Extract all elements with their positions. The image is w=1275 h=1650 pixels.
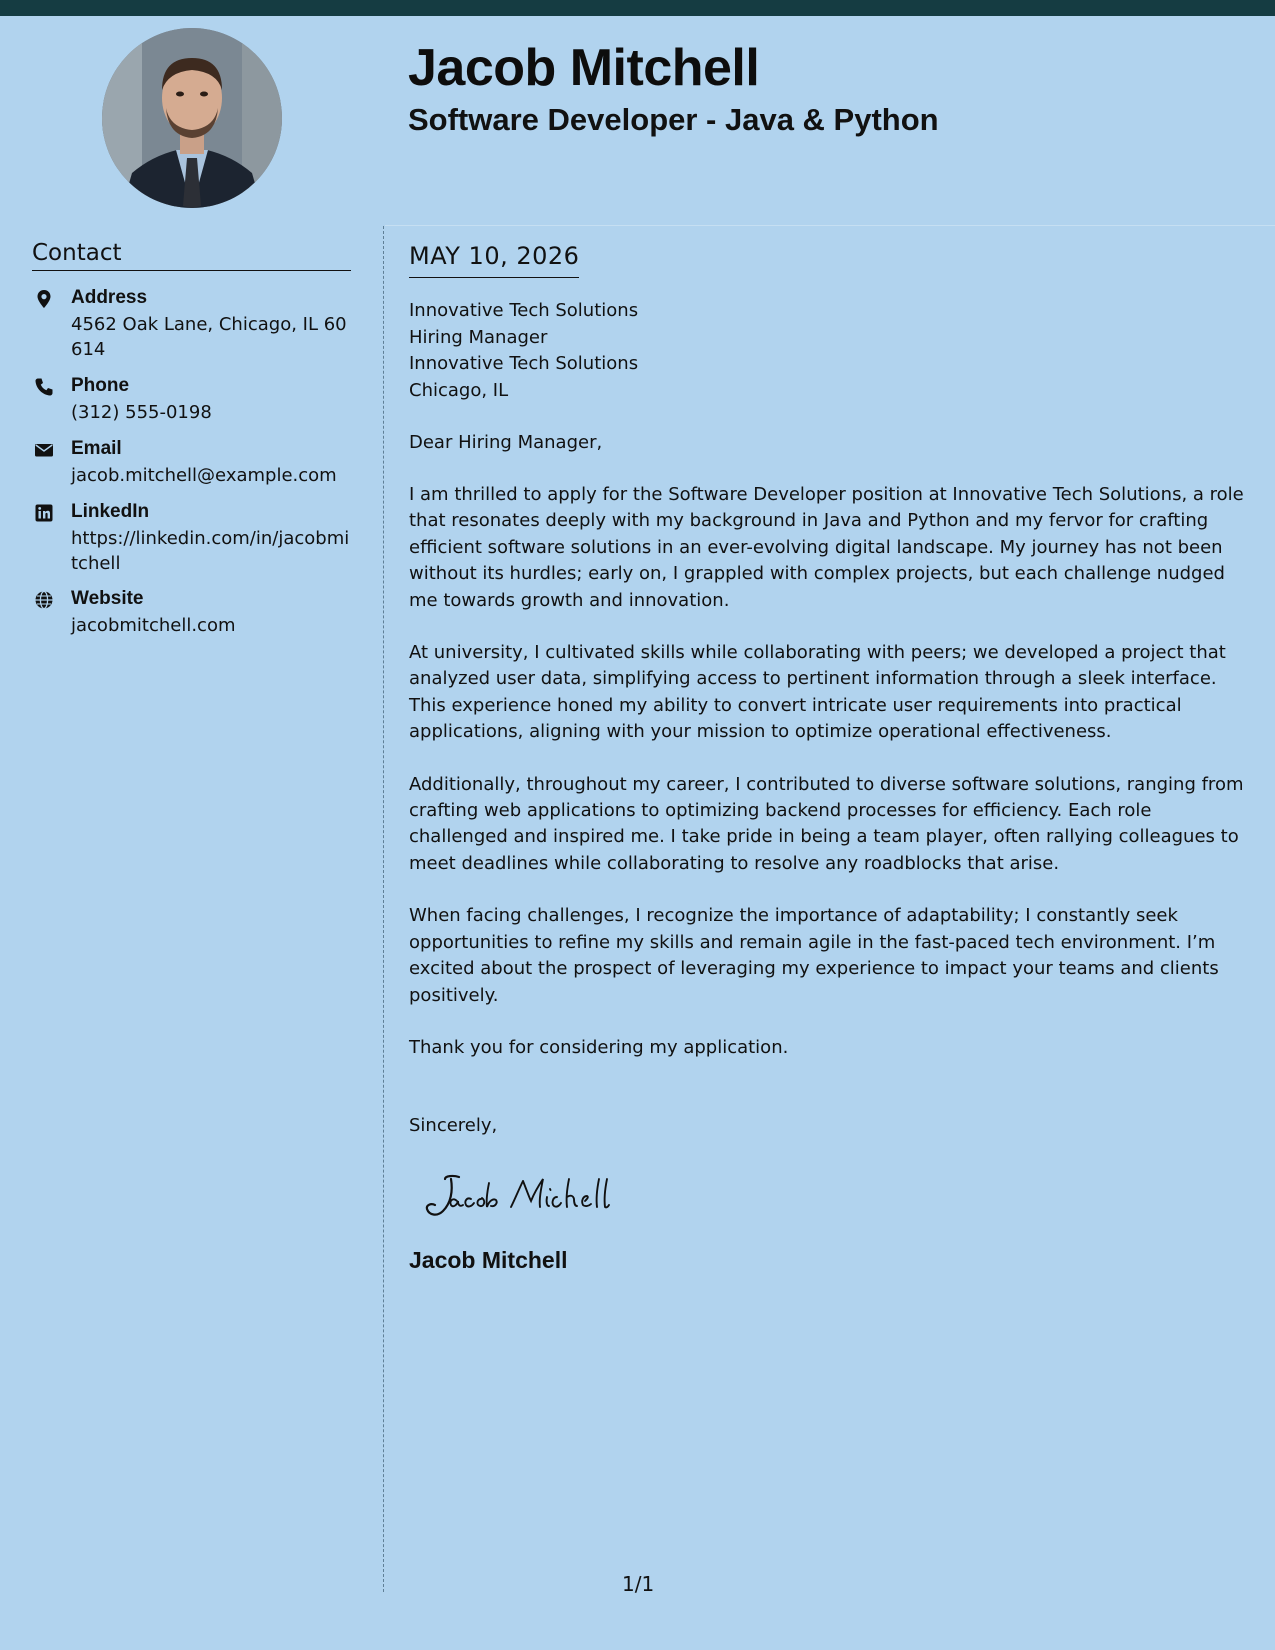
recipient-line: Innovative Tech Solutions [409, 300, 639, 321]
contact-value: 4562 Oak Lane, Chicago, IL 60614 [71, 314, 347, 360]
contact-label: Website [71, 588, 144, 609]
contact-heading: Contact [32, 240, 351, 271]
contact-label: Address [71, 287, 148, 308]
contact-label: Phone [71, 375, 130, 396]
envelope-icon [34, 440, 54, 460]
column-divider [383, 226, 384, 1592]
signed-name: Jacob Mitchell [409, 1247, 568, 1274]
job-title: Software Developer - Java & Python [408, 102, 939, 137]
body-paragraph: I am thrilled to apply for the Software Developer position at Innovative Tech Solutions, a role that resonates deeply with my background in Java and Python and my fervor for crafting efficient software solutions in an ever-evolving digital landscape. My journey has not been without its hurdles; early on, I grappled with complex projects, but each challenge nudged me towards growth and innovation. [409, 484, 1244, 611]
contact-value: (312) 555-0198 [71, 402, 212, 423]
email-link[interactable]: jacob.mitchell@example.com [71, 465, 337, 486]
salutation: Dear Hiring Manager, [409, 432, 603, 453]
recipient-line: Hiring Manager [409, 326, 548, 348]
recipient-line: Chicago, IL [409, 379, 509, 401]
contact-label: Email [71, 438, 122, 459]
website-link[interactable]: jacobmitchell.com [71, 615, 236, 636]
profile-photo [102, 28, 282, 208]
body-paragraph: When facing challenges, I recognize the importance of adaptability; I constantly seek opportunities to refine my skills and remain agile in the fast-paced tech environment. I’m excited about the prospect of leveraging my experience to impact your teams and clients positively. [409, 905, 1219, 1006]
header-rule [385, 225, 1275, 226]
applicant-name: Jacob Mitchell [408, 39, 760, 97]
closing: Sincerely, [409, 1115, 498, 1137]
globe-icon [34, 590, 54, 610]
contact-label: LinkedIn [71, 501, 150, 522]
letter-body [409, 240, 1254, 1273]
handwritten-signature [423, 1167, 663, 1221]
page-number: 1/1 [622, 1572, 655, 1596]
letter-date: MAY 10, 2026 [409, 240, 579, 278]
phone-icon [34, 377, 54, 397]
recipient-block [409, 298, 1254, 404]
linkedin-link[interactable]: https://linkedin.com/in/jacobmitchell [71, 528, 350, 574]
body-paragraph: At university, I cultivated skills while collaborating with peers; we developed a project that analyzed user data, simplifying access to pertinent information through a sleek interface. This experience honed my ability to convert intricate user requirements into practical applications, aligning with your mission to optimize operational effectiveness. [409, 642, 1226, 743]
recipient-line: Innovative Tech Solutions [409, 353, 639, 374]
body-paragraph: Thank you for considering my application. [409, 1036, 789, 1058]
top-accent-bar [0, 0, 1275, 16]
location-pin-icon [34, 289, 54, 309]
body-paragraph: Additionally, throughout my career, I contributed to diverse software solutions, ranging from crafting web applications to optimizing backend processes for efficiency. Each role challenged and inspired me. I take pride in being a team player, often rallying colleagues to meet deadlines while collaborating to resolve any roadblocks that arise. [409, 773, 1244, 874]
linkedin-icon [34, 503, 54, 523]
